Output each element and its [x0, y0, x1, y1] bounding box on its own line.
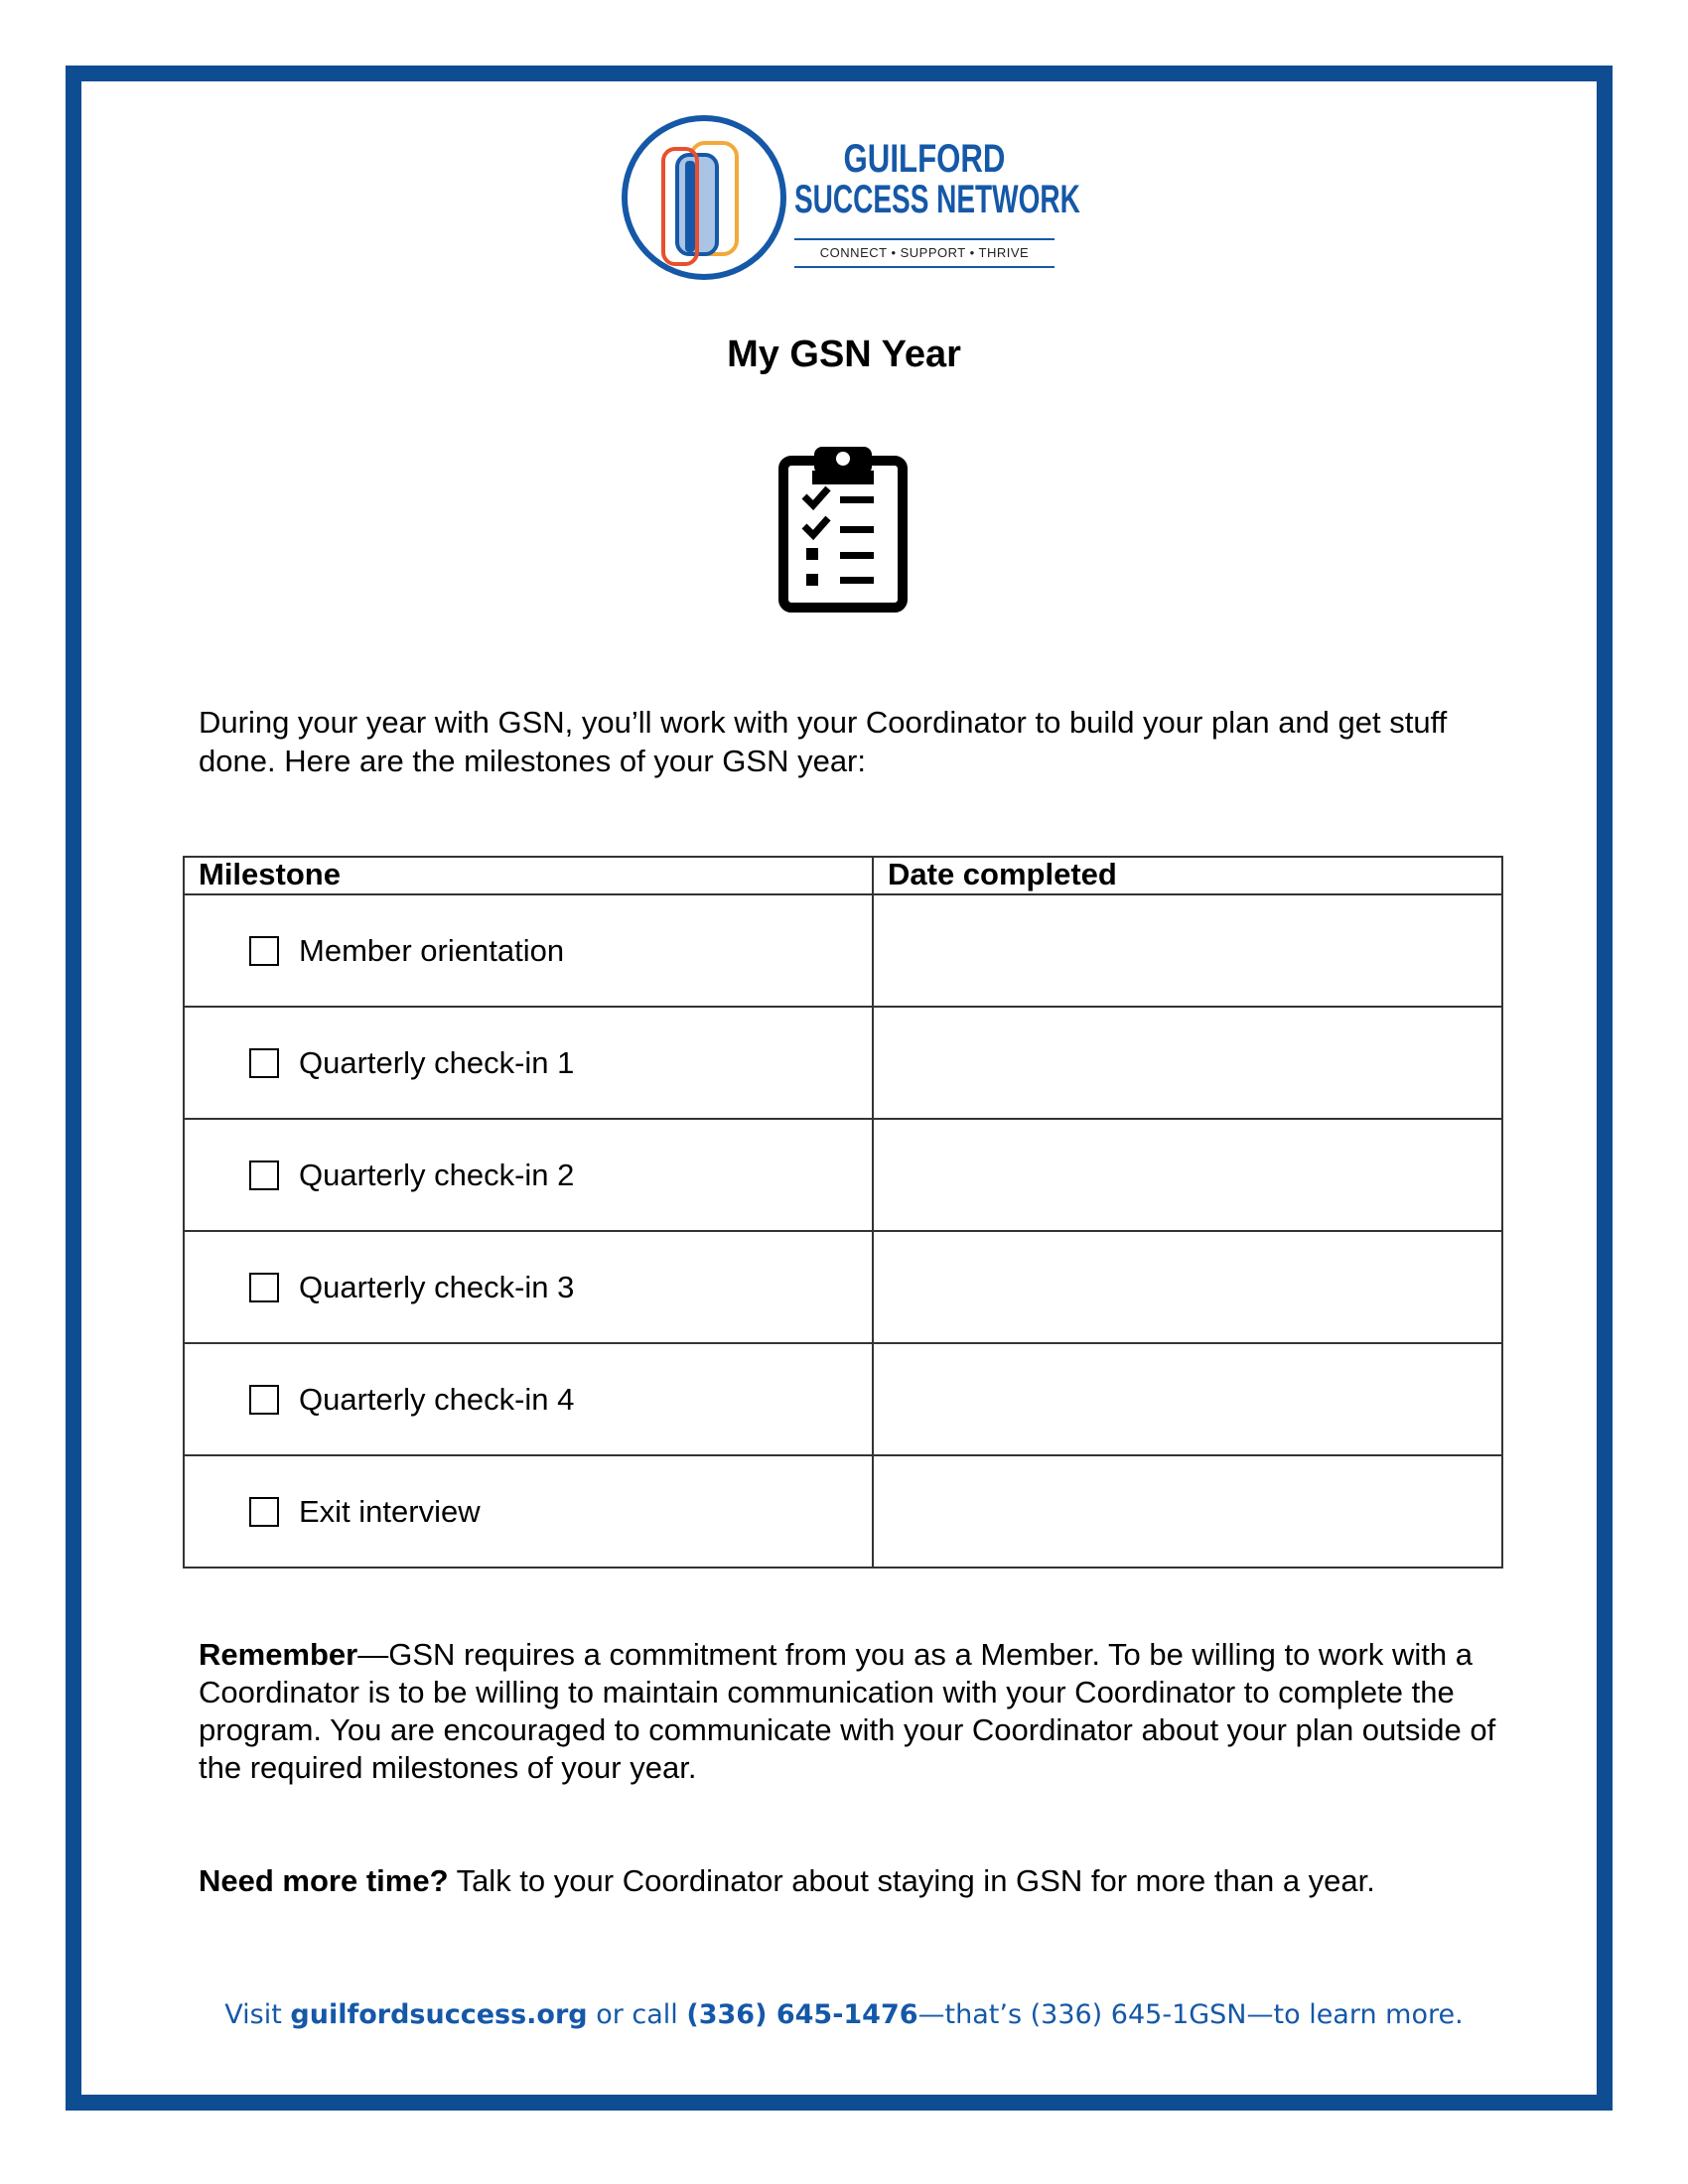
footer-phone[interactable]: (336) 645-1476 — [686, 1999, 918, 2030]
date-completed-cell[interactable] — [873, 1455, 1502, 1568]
logo-emblem-icon — [620, 113, 788, 282]
footer-rest-text: —that’s (336) 645-1GSN—to learn more. — [917, 1999, 1464, 2030]
intro-paragraph: During your year with GSN, you’ll work with your Coordinator to build your plan and get stuff done. Here are the milestones of your GSN year: — [199, 705, 1448, 778]
milestone-checkbox[interactable] — [249, 1385, 279, 1415]
need-more-time-text: Talk to your Coordinator about staying in GSN for more than a year. — [448, 1863, 1375, 1898]
milestone-label: Quarterly check-in 4 — [299, 1381, 575, 1417]
milestone-checkbox[interactable] — [249, 936, 279, 966]
clipboard-checklist-icon — [776, 445, 910, 614]
milestone-label: Quarterly check-in 2 — [299, 1157, 575, 1192]
remember-text: —GSN requires a commitment from you as a Member. To be willing to work with a Coordinator is to be willing to maintain communication with your Coordinator to complete the program. You are encouraged to communicate with your Coordinator about your plan outside of the required milestones of your year. — [199, 1637, 1496, 1785]
table-header-row — [184, 857, 1502, 894]
date-completed-cell[interactable] — [873, 894, 1502, 1007]
logo-wordmark — [794, 137, 1080, 221]
table-row — [184, 1455, 1502, 1568]
footer-call-text: or call — [587, 1999, 687, 2030]
milestone-checkbox[interactable] — [249, 1273, 279, 1302]
milestone-cell — [184, 1343, 873, 1455]
milestone-cell — [184, 1455, 873, 1568]
date-completed-cell[interactable] — [873, 1119, 1502, 1231]
logo-tagline: CONNECT • SUPPORT • THRIVE — [794, 238, 1055, 268]
table-row — [184, 1007, 1502, 1119]
milestone-label: Quarterly check-in 3 — [299, 1269, 575, 1304]
milestone-checkbox[interactable] — [249, 1497, 279, 1527]
table-row — [184, 1343, 1502, 1455]
table-row — [184, 1119, 1502, 1231]
milestone-checkbox[interactable] — [249, 1048, 279, 1078]
table-row — [184, 894, 1502, 1007]
header-milestone: Milestone — [184, 857, 873, 894]
milestone-cell — [184, 894, 873, 1007]
milestone-checkbox[interactable] — [249, 1160, 279, 1190]
milestone-label: Member orientation — [299, 932, 565, 968]
date-completed-cell[interactable] — [873, 1343, 1502, 1455]
footer-website-link[interactable]: guilfordsuccess.org — [290, 1999, 588, 2030]
need-more-time-lead: Need more time? — [199, 1863, 449, 1898]
header-date-completed: Date completed — [873, 857, 1502, 894]
logo-line-guilford: GUILFORD — [843, 137, 1006, 181]
milestone-cell — [184, 1231, 873, 1343]
gsn-logo — [620, 113, 1080, 282]
logo-line-success-network: SUCCESS NETWORK — [794, 178, 1080, 221]
date-completed-cell[interactable] — [873, 1007, 1502, 1119]
milestone-label: Exit interview — [299, 1493, 481, 1529]
footer-contact — [0, 1999, 1688, 2030]
milestones-table — [183, 856, 1503, 1569]
milestone-cell — [184, 1007, 873, 1119]
milestone-cell — [184, 1119, 873, 1231]
table-row — [184, 1231, 1502, 1343]
need-more-time-paragraph — [199, 1862, 1509, 1900]
date-completed-cell[interactable] — [873, 1231, 1502, 1343]
remember-lead: Remember — [199, 1637, 358, 1672]
page-title: My GSN Year — [727, 334, 961, 375]
remember-paragraph — [199, 1636, 1509, 1787]
milestone-label: Quarterly check-in 1 — [299, 1044, 575, 1080]
footer-visit-text: Visit — [224, 1999, 291, 2030]
